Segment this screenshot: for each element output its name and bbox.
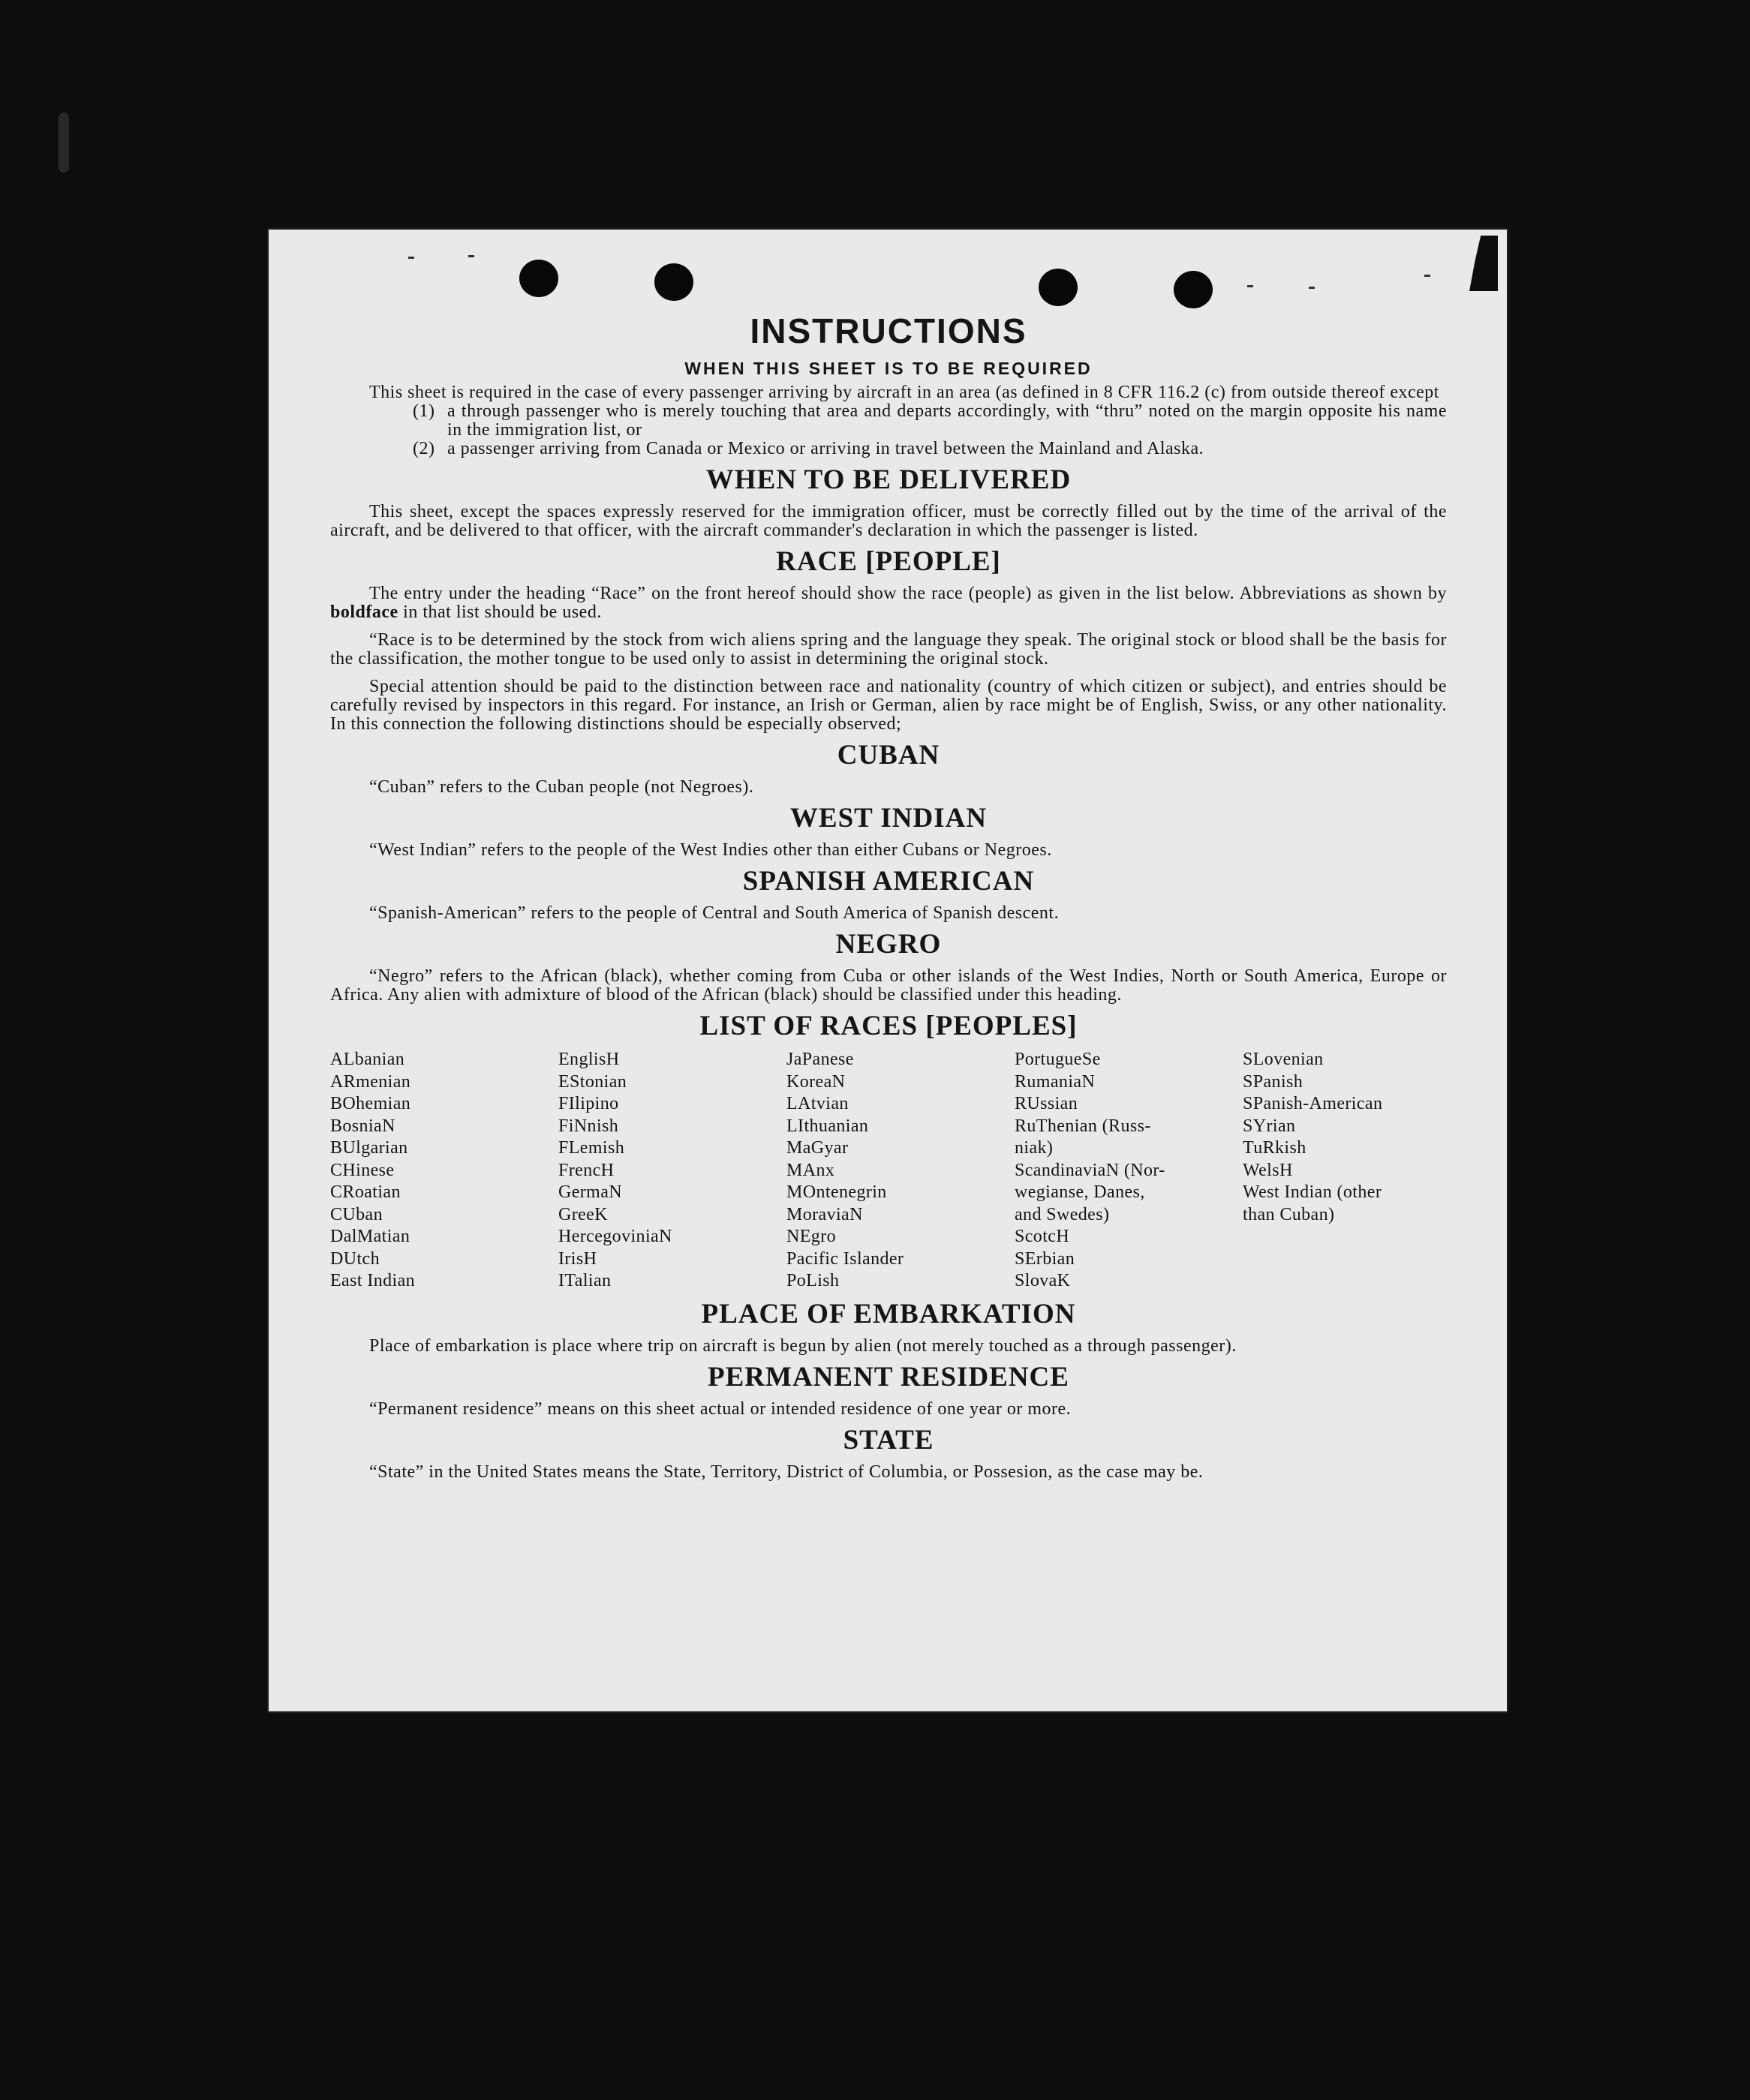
race-entry: SlovaK: [1015, 1271, 1071, 1290]
race-entry: NEgro: [786, 1227, 836, 1246]
embarkation-text: Place of embarkation is place where trip on aircraft is begun by alien (not merely touched as a through passenger).: [369, 1335, 1237, 1356]
race-entry: RuThenian (Russ-: [1015, 1116, 1151, 1136]
speck: [468, 255, 474, 257]
punch-hole: [1174, 271, 1213, 308]
race-entry: East Indian: [330, 1271, 416, 1290]
race-entry: SPanish-American: [1243, 1094, 1383, 1113]
race-entry: PortugueSe: [1015, 1050, 1101, 1069]
section-heading-west-indian: WEST INDIAN: [789, 803, 988, 834]
race-entry: RumaniaN: [1015, 1071, 1096, 1092]
spanish-american-text: “Spanish-American” refers to the people of Central and South America of Spanish descent.: [369, 903, 1060, 923]
page-subtitle: WHEN THIS SHEET IS TO BE REQUIRED: [684, 359, 1093, 378]
race-entry: SYrian: [1243, 1116, 1296, 1136]
race-entry: GreeK: [558, 1204, 608, 1224]
race-p1-start: The entry under the heading “Race” on the front hereof should show the race (people) as given in the list below. Abbreviations as shown by: [369, 584, 1447, 603]
race-entry: ITalian: [558, 1271, 612, 1290]
exception-item: [413, 402, 1447, 440]
section-heading-race: RACE [PEOPLE]: [776, 546, 1001, 577]
race-entry: SLovenian: [1243, 1050, 1324, 1069]
section-heading-state: STATE: [843, 1424, 934, 1456]
race-entry: wegianse, Danes,: [1015, 1182, 1145, 1202]
race-entry: BUlgarian: [330, 1138, 408, 1158]
race-entry: CHinese: [330, 1160, 395, 1180]
race-entry: niak): [1015, 1138, 1054, 1158]
punch-hole: [519, 260, 558, 297]
race-entry: FLemish: [558, 1138, 625, 1158]
required-intro: This sheet is required in the case of every passenger arriving by aircraft in an area (as defined in 8 CFR 116.2 (c) from outside thereof except: [369, 383, 1439, 402]
speck: [408, 257, 414, 259]
races-column: [330, 1049, 558, 1293]
race-entry: FiNnish: [558, 1116, 619, 1136]
race-entry: West Indian (other: [1243, 1182, 1382, 1202]
race-entry: ScotcH: [1015, 1227, 1070, 1246]
race-entry: ALbanian: [330, 1050, 405, 1069]
race-entry: DUtch: [330, 1248, 380, 1269]
race-entry: TuRkish: [1243, 1138, 1306, 1158]
film-edge-mark: [59, 113, 69, 173]
sheet-content: [330, 311, 1447, 1482]
race-entry: DalMatian: [330, 1227, 410, 1246]
race-entry: EStonian: [558, 1071, 627, 1092]
race-entry: MaGyar: [786, 1138, 849, 1158]
races-column: [786, 1049, 1015, 1293]
race-paragraph-2: “Race is to be determined by the stock from wich aliens spring and the language they speak. The original stock or blood shall be the basis for the classification, the mother tongue to be used only to assist in determining the original stock.: [330, 630, 1447, 668]
west-indian-text: “West Indian” refers to the people of the West Indies other than either Cubans or Negroes.: [369, 840, 1052, 860]
race-entry: HercegoviniaN: [558, 1227, 672, 1246]
instruction-sheet: [269, 230, 1507, 1711]
state-text: “State” in the United States means the State, Territory, District of Columbia, or Possesion, as the case may be.: [369, 1462, 1204, 1482]
boldface-word: boldface: [330, 602, 398, 622]
race-entry: FrencH: [558, 1160, 615, 1180]
section-heading-delivered: WHEN TO BE DELIVERED: [705, 464, 1072, 495]
residence-text: “Permanent residence” means on this sheet actual or intended residence of one year or more.: [369, 1398, 1072, 1419]
section-heading-list-of-races: LIST OF RACES [PEOPLES]: [699, 1011, 1078, 1041]
race-entry: and Swedes): [1015, 1204, 1110, 1224]
speck: [1309, 287, 1315, 289]
item-number: (2): [413, 439, 435, 458]
race-entry: BOhemian: [330, 1094, 411, 1113]
race-entry: BosniaN: [330, 1116, 395, 1136]
races-column: [1015, 1049, 1243, 1293]
cuban-text: “Cuban” refers to the Cuban people (not Negroes).: [369, 777, 754, 797]
race-paragraph-1: [330, 584, 1447, 622]
races-column: [558, 1049, 786, 1293]
item-number: (1): [413, 401, 435, 421]
section-heading-negro: NEGRO: [835, 929, 942, 960]
race-entry: JaPanese: [786, 1050, 854, 1069]
races-column: [1243, 1049, 1445, 1293]
race-p1-end: in that list should be used.: [403, 602, 602, 622]
race-entry: Pacific Islander: [786, 1248, 904, 1269]
punch-hole: [654, 263, 693, 301]
speck: [1424, 275, 1430, 277]
race-paragraph-3: Special attention should be paid to the distinction between race and nationality (country of which citizen or subject), and entries should be carefully revised by inspectors in this regard. For instance, an Irish or German, alien by race might be of English, Swiss, or any other nationality. In this connection the following distinctions should be especially observed;: [330, 677, 1447, 734]
torn-corner: [1469, 236, 1498, 291]
section-heading-cuban: CUBAN: [837, 740, 940, 771]
races-list: [330, 1049, 1447, 1293]
section-heading-spanish-american: SPANISH AMERICAN: [742, 866, 1035, 897]
race-entry: SPanish: [1243, 1071, 1303, 1092]
race-entry: CRoatian: [330, 1182, 401, 1202]
section-heading-embarkation: PLACE OF EMBARKATION: [701, 1298, 1076, 1329]
race-entry: IrisH: [558, 1248, 597, 1269]
race-entry: LAtvian: [786, 1094, 849, 1113]
race-entry: MoraviaN: [786, 1204, 863, 1224]
race-entry: PoLish: [786, 1271, 840, 1290]
exception-item: [413, 440, 1447, 458]
race-entry: KoreaN: [786, 1071, 846, 1092]
item-text: a passenger arriving from Canada or Mexico or arriving in travel between the Mainland and Alaska.: [447, 439, 1204, 458]
page-title: INSTRUCTIONS: [750, 311, 1027, 350]
race-entry: MAnx: [786, 1160, 835, 1180]
section-heading-residence: PERMANENT RESIDENCE: [708, 1361, 1069, 1392]
speck: [1247, 285, 1253, 287]
punch-hole: [1039, 269, 1078, 306]
race-entry: WelsH: [1243, 1160, 1293, 1180]
race-entry: MOntenegrin: [786, 1182, 887, 1202]
item-text: a through passenger who is merely touching that area and departs accordingly, with “thru” noted on the margin opposite his name in the immigration list, or: [447, 401, 1447, 440]
negro-text: “Negro” refers to the African (black), whether coming from Cuba or other islands of the West Indies, North or South America, Europe or Africa. Any alien with admixture of blood of the African (black) should be classified under this heading.: [330, 966, 1447, 1005]
race-entry: EnglisH: [558, 1050, 620, 1069]
delivered-text: This sheet, except the spaces expressly reserved for the immigration officer, must be correctly filled out by the time of the arrival of the aircraft, and be delivered to that officer, with the aircraft commander's declaration in which the passenger is listed.: [330, 502, 1447, 540]
race-entry: LIthuanian: [786, 1116, 869, 1136]
race-entry: FIlipino: [558, 1094, 619, 1113]
race-entry: RUssian: [1015, 1094, 1078, 1113]
race-entry: CUban: [330, 1204, 383, 1224]
race-entry: than Cuban): [1243, 1204, 1335, 1224]
race-entry: ARmenian: [330, 1071, 411, 1092]
race-entry: GermaN: [558, 1182, 623, 1202]
race-entry: SErbian: [1015, 1248, 1075, 1269]
race-entry: ScandinaviaN (Nor-: [1015, 1160, 1165, 1180]
